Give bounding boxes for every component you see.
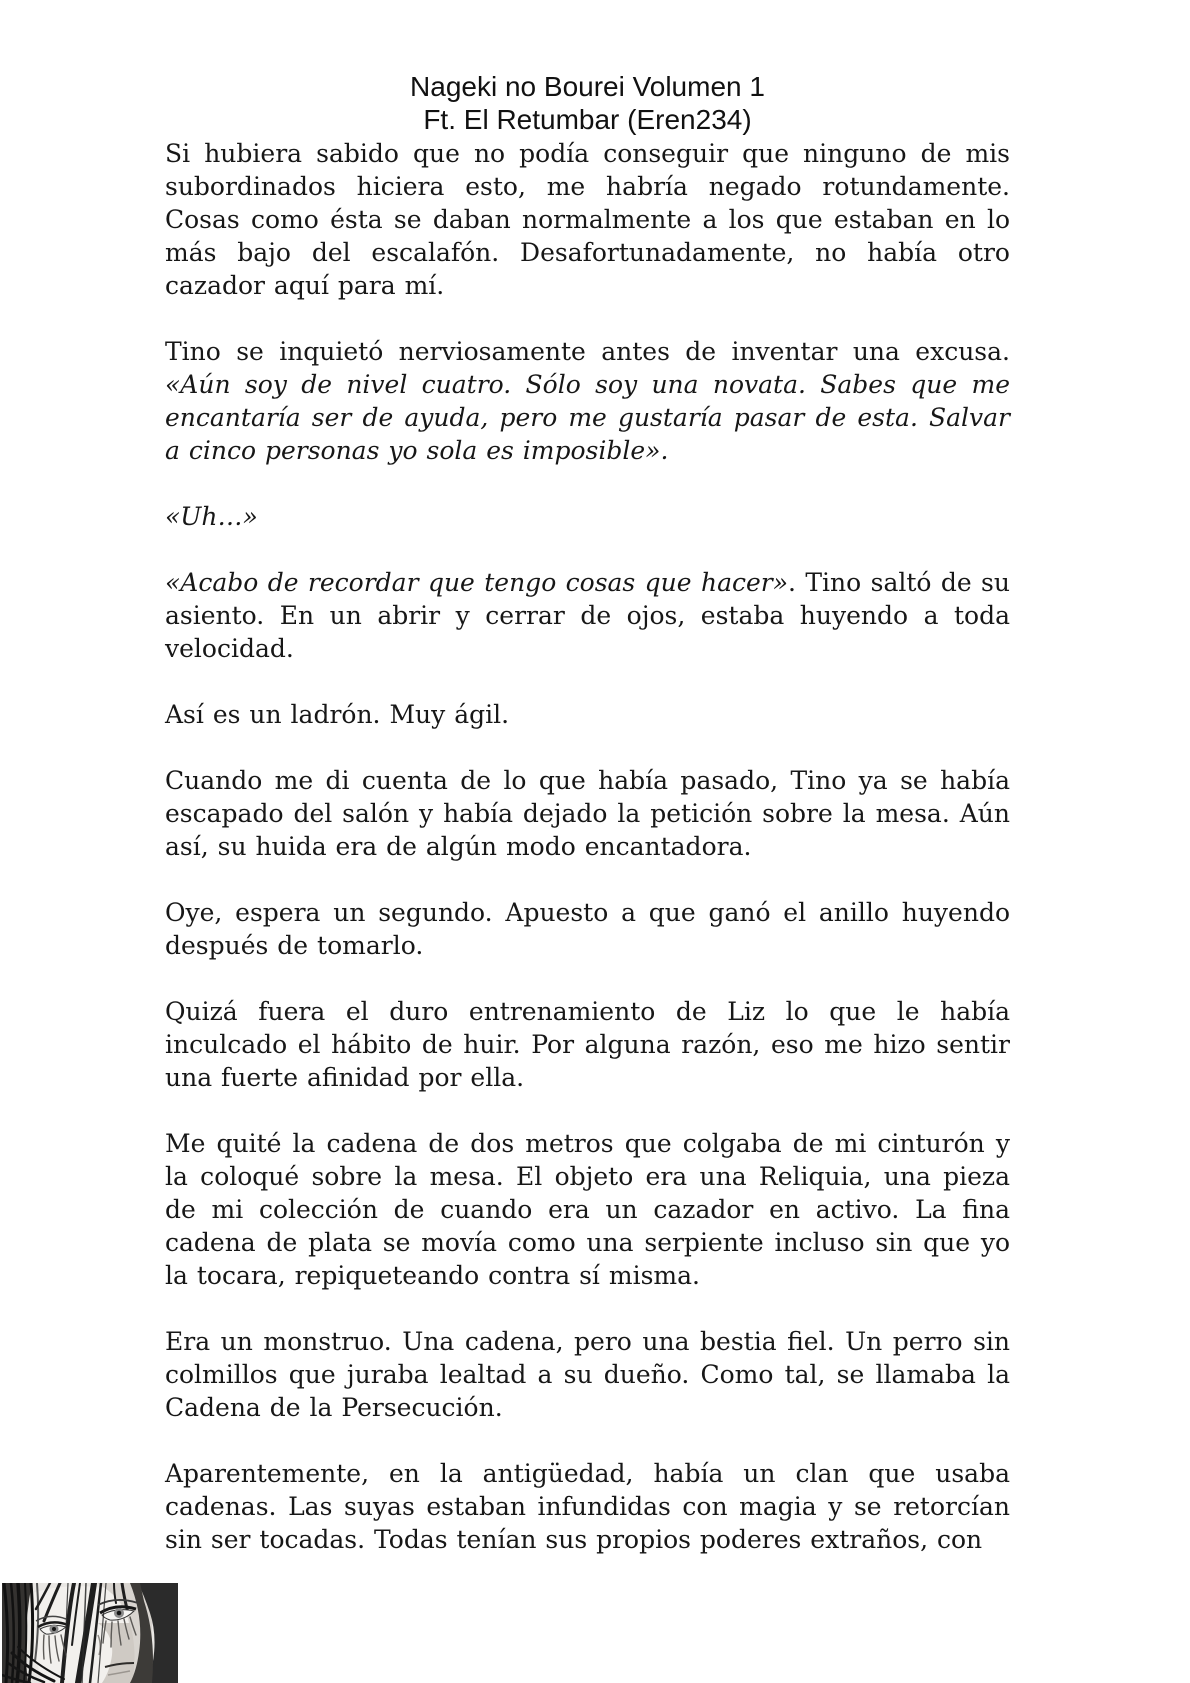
paragraph: [165, 566, 1010, 665]
quoted-speech: «Uh…»: [165, 502, 258, 531]
narration-text: Así es un ladrón. Muy ágil.: [165, 700, 510, 729]
page-title: Nageki no Bourei Volumen 1: [410, 71, 765, 102]
paragraph: [165, 995, 1010, 1094]
paragraph: [165, 1457, 1010, 1556]
paragraph: [165, 896, 1010, 962]
paragraph: [165, 1325, 1010, 1424]
paragraph: [165, 764, 1010, 863]
narration-text: Aparentemente, en la antigüedad, había un clan que usaba cadenas. Las suyas estaban infundidas con magia y se retorcían sin ser tocadas. Todas tenían sus propios poderes extraños, con: [165, 1459, 1010, 1554]
paragraph: [165, 500, 1010, 533]
manga-face-image: [2, 1583, 178, 1683]
paragraph: [165, 1127, 1010, 1292]
narration-text: Era un monstruo. Una cadena, pero una bestia fiel. Un perro sin colmillos que juraba lealtad a su dueño. Como tal, se llamaba la Cadena de la Persecución.: [165, 1327, 1010, 1422]
narration-text: Si hubiera sabido que no podía conseguir que ninguno de mis subordinados hiciera esto, me habría negado rotundamente. Cosas como ésta se daban normalmente a los que estaban en lo más bajo del escalafón. Desafortunadamente, no había otro cazador aquí para mí.: [165, 139, 1010, 300]
paragraph: [165, 335, 1010, 467]
manga-face-illustration: [2, 1583, 178, 1683]
narration-text: Cuando me di cuenta de lo que había pasado, Tino ya se había escapado del salón y había dejado la petición sobre la mesa. Aún así, su huida era de algún modo encantadora.: [165, 766, 1010, 861]
narration-text: Tino se inquietó nerviosamente antes de inventar una excusa.: [165, 337, 1010, 366]
paragraph: [165, 137, 1010, 302]
quoted-speech: «Acabo de recordar que tengo cosas que hacer»: [165, 568, 789, 597]
narration-text: Me quité la cadena de dos metros que colgaba de mi cinturón y la coloqué sobre la mesa. El objeto era una Reliquia, una pieza de mi colección de cuando era un cazador en activo. La fina cadena de plata se movía como una serpiente incluso sin que yo la tocara, repiqueteando contra sí misma.: [165, 1129, 1010, 1290]
page-body: [165, 137, 1010, 1589]
document-header: [165, 70, 1010, 136]
narration-text: Oye, espera un segundo. Apuesto a que ganó el anillo huyendo después de tomarlo.: [165, 898, 1010, 960]
page-subtitle: Ft. El Retumbar (Eren234): [423, 104, 752, 135]
paragraph: [165, 698, 1010, 731]
quoted-speech: «Aún soy de nivel cuatro. Sólo soy una novata. Sabes que me encantaría ser de ayuda, pero me gustaría pasar de esta. Salvar a cinco personas yo sola es imposible».: [165, 370, 1010, 465]
narration-text: Quizá fuera el duro entrenamiento de Liz lo que le había inculcado el hábito de huir. Por alguna razón, eso me hizo sentir una fuerte afinidad por ella.: [165, 997, 1010, 1092]
narration-text: . Tino saltó de su asiento. En un abrir y cerrar de ojos, estaba huyendo a toda velocidad.: [165, 568, 1010, 663]
